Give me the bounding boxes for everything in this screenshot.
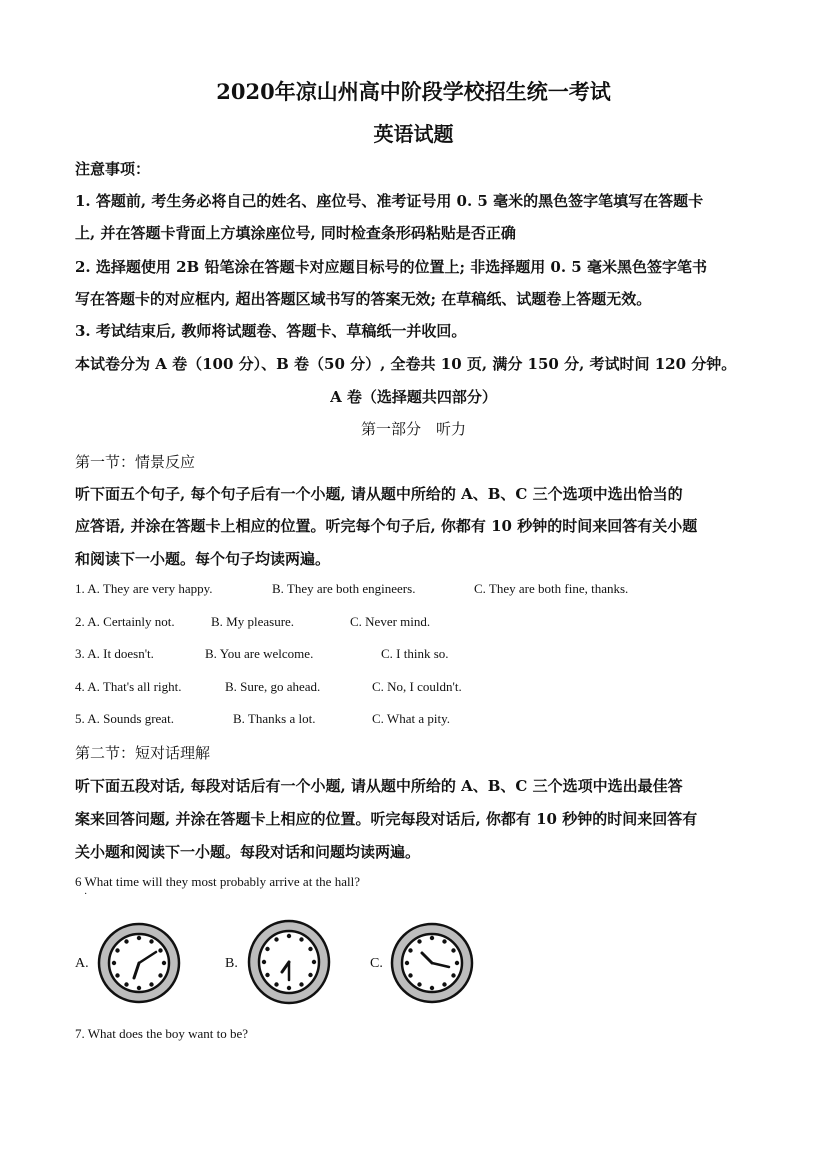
q3-option-a: 3. A. It doesn't. xyxy=(75,646,154,661)
section-2-instruction-line-1: 听下面五段对话, 每段对话后有一个小题, 请从题中所给的 A、B、C 三个选项中选出最佳答 xyxy=(75,777,683,795)
q4-option-c: C. No, I couldn't. xyxy=(372,679,462,694)
q4-option-a: 4. A. That's all right. xyxy=(75,679,182,694)
q5-option-b: B. Thanks a lot. xyxy=(233,711,316,726)
q5-option-c: C. What a pity. xyxy=(372,711,450,726)
stray-dot: · xyxy=(84,889,88,900)
exam-title: 2020年凉山州高中阶段学校招生统一考试 xyxy=(216,79,611,104)
clock-b-label: B. xyxy=(225,956,238,971)
notice-item-2-line-1: 2. 选择题使用 2B 铅笔涂在答题卡对应题目标号的位置上; 非选择题用 0. 5 毫米黑色签字笔书 xyxy=(75,258,707,276)
q3-option-b: B. You are welcome. xyxy=(205,646,314,661)
paper-summary: 本试卷分为 A 卷（100 分）、B 卷（50 分）, 全卷共 10 页, 满分 150 分, 考试时间 120 分钟。 xyxy=(75,355,737,373)
section-1-instruction-line-1: 听下面五个句子, 每个句子后有一个小题, 请从题中所给的 A、B、C 三个选项中选出恰当的 xyxy=(75,485,683,503)
clock-a-label: A. xyxy=(75,956,89,971)
q2-option-c: C. Never mind. xyxy=(350,614,431,629)
q1-option-b: B. They are both engineers. xyxy=(272,581,416,596)
q3-option-c: C. I think so. xyxy=(381,646,449,661)
clock-c-label: C. xyxy=(370,956,383,971)
section-1-instruction-line-2: 应答语, 并涂在答题卡上相应的位置。听完每个句子后, 你都有 10 秒钟的时间来回答有关小题 xyxy=(75,517,698,535)
notice-item-1-line-2: 上, 并在答题卡背面上方填涂座位号, 同时检查条形码粘贴是否正确 xyxy=(75,224,516,242)
notice-item-1-line-1: 1. 答题前, 考生务必将自己的姓名、座位号、准考证号用 0. 5 毫米的黑色签字笔填写在答题卡 xyxy=(75,192,704,210)
section-2-heading: 第二节：短对话理解 xyxy=(75,744,211,762)
q2-option-a: 2. A. Certainly not. xyxy=(75,614,175,629)
part-1-heading: 第一部分 听力 xyxy=(360,420,466,438)
clock-c-icon xyxy=(389,922,477,1006)
section-2-instruction-line-3: 关小题和阅读下一小题。每段对话和问题均读两遍。 xyxy=(75,843,421,861)
section-1-heading: 第一节：情景反应 xyxy=(75,453,196,471)
section-2-instruction-line-2: 案来回答问题, 并涂在答题卡上相应的位置。听完每段对话后, 你都有 10 秒钟的时间来回答有 xyxy=(75,810,698,828)
clock-a-icon xyxy=(96,922,184,1006)
notice-item-2-line-2: 写在答题卡的对应框内, 超出答题区域书写的答案无效; 在草稿纸、试题卷上答题无效。 xyxy=(75,290,652,308)
notice-item-3: 3. 考试结束后, 教师将试题卷、答题卡、草稿纸一并收回。 xyxy=(75,322,467,340)
part-a-heading: A 卷（选择题共四部分） xyxy=(330,388,497,406)
notice-heading: 注意事项： xyxy=(75,160,151,178)
clock-b-icon xyxy=(246,918,334,1006)
q1-option-a: 1. A. They are very happy. xyxy=(75,581,213,596)
q2-option-b: B. My pleasure. xyxy=(211,614,295,629)
q4-option-b: B. Sure, go ahead. xyxy=(225,679,321,694)
question-6-text: 6 What time will they most probably arrive at the hall? xyxy=(75,874,360,889)
exam-subtitle: 英语试题 xyxy=(373,122,454,146)
question-7-text: 7. What does the boy want to be? xyxy=(75,1026,249,1041)
q5-option-a: 5. A. Sounds great. xyxy=(75,711,174,726)
section-1-instruction-line-3: 和阅读下一小题。每个句子均读两遍。 xyxy=(75,550,331,568)
q1-option-c: C. They are both fine, thanks. xyxy=(474,581,629,596)
